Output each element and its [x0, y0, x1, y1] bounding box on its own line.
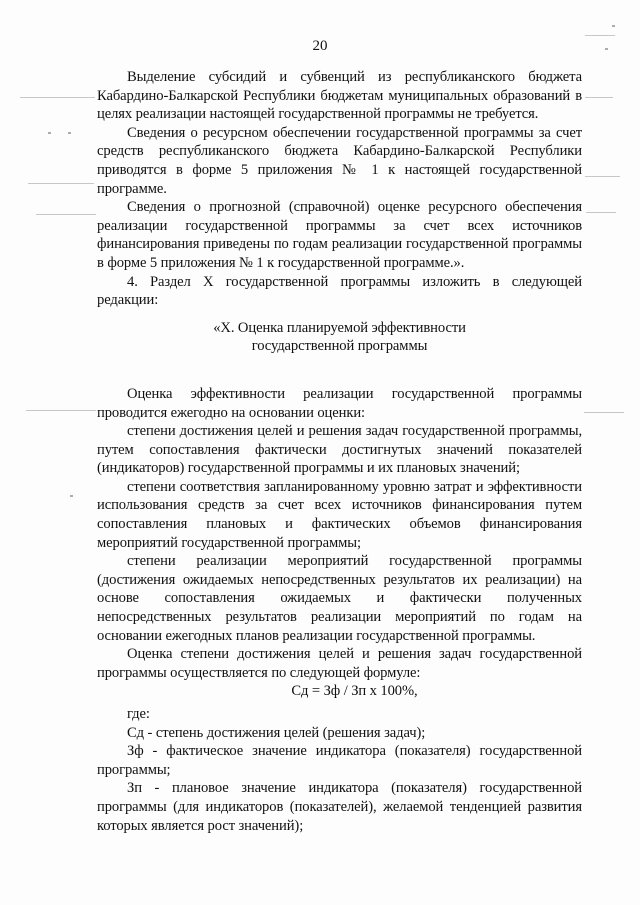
scan-speck — [605, 48, 608, 50]
criterion-activities: степени реализации мероприятий государственной программы (достижения ожидаемых непосредственных результатов их реализации) на основе сопоставления ожидаемых и фактически полученных непосредственных результатов реализации мероприятий по годам на основании ежегодных планов реализации государственной программы. — [97, 553, 582, 644]
definition-sd: Сд - степень достижения целей (решения задач); — [127, 724, 426, 741]
paragraph-evaluation-intro: Оценка эффективности реализации государственной программы проводится ежегодно на основании оценки: — [97, 385, 582, 421]
page-number: 20 — [312, 38, 328, 54]
scan-line — [585, 97, 613, 98]
scan-speck — [48, 132, 51, 134]
section-heading — [97, 319, 582, 356]
scan-line — [585, 176, 620, 177]
paragraph-formula-intro: Оценка степени достижения целей и решения задач государственной программы осуществляется по следующей формуле: — [97, 646, 582, 681]
scan-line — [584, 412, 624, 413]
paragraph-section-amendment: 4. Раздел X государственной программы изложить в следующей редакции: — [97, 273, 582, 309]
paragraph-forecast-info: Сведения о прогнозной (справочной) оценке ресурсного обеспечения реализации государственной программы за счет всех источников финансирования приведены по годам реализации государственной программы в форме 5 приложения № 1 к государственной программе.». — [97, 199, 582, 271]
scan-line — [26, 410, 96, 411]
scan-line — [20, 97, 95, 98]
paragraph-subsidies: Выделение субсидий и субвенций из республиканского бюджета Кабардино-Балкарской Республики бюджетам муниципальных образований в целях реализации настоящей государственной программы не требуется. — [97, 69, 582, 123]
where-label: где: — [127, 706, 150, 722]
document-body — [97, 68, 582, 835]
scan-line — [28, 183, 94, 184]
scan-speck — [612, 25, 615, 27]
scan-speck — [70, 495, 73, 497]
scan-line — [586, 212, 616, 213]
scan-speck — [68, 132, 71, 134]
criterion-costs: степени соответствия запланированному уровню затрат и эффективности использования средств за счет всех источников финансирования путем сопоставления плановых и фактических объемов финансирования мероприятий государственной программы; — [97, 478, 582, 551]
formula: Сд = Зф / Зп х 100%, — [291, 683, 418, 700]
paragraph-resource-info: Сведения о ресурсном обеспечении государственной программы за счет средств республиканского бюджета Кабардино-Балкарской Республики приводятся в форме 5 приложения № 1 к настоящей государственной программе. — [97, 124, 582, 197]
definition-zp: Зп - плановое значение индикатора (показателя) государственной программы (для индикаторов (показателей), желаемой тенденцией развития которых является рост значений); — [97, 780, 582, 834]
criterion-goals: степени достижения целей и решения задач государственной программы, путем сопоставления фактически достигнутых значений показателей (индикаторов) государственной программы и их плановых значений; — [97, 423, 582, 477]
scan-line — [585, 35, 615, 36]
section-heading-line-2: государственной программы — [251, 338, 428, 355]
definition-zf: Зф - фактическое значение индикатора (показателя) государственной программы; — [97, 743, 582, 778]
scan-line — [36, 214, 96, 215]
section-heading-line-1: «X. Оценка планируемой эффективности — [213, 319, 466, 336]
